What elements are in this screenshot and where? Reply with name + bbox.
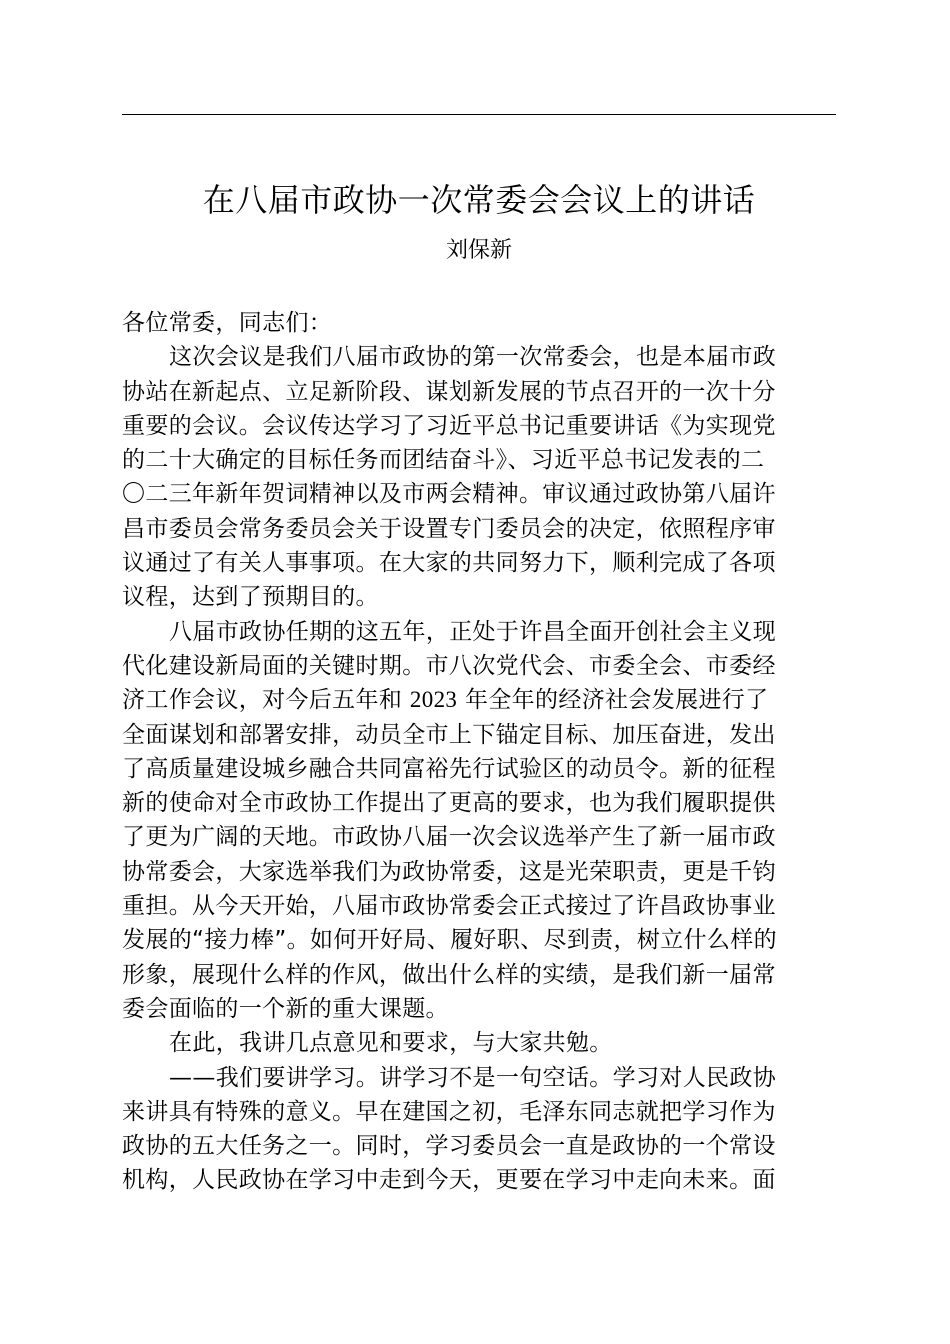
document-body <box>122 306 838 1198</box>
body-line: 重担。从今天开始，八届市政协常委会正式接过了许昌政协事业 <box>122 893 776 920</box>
body-line: 形象，展现什么样的作风，做出什么样的实绩，是我们新一届常 <box>122 961 776 988</box>
body-line: 这次会议是我们八届市政协的第一次常委会，也是本届市政 <box>169 344 777 371</box>
body-line: 的二十大确定的目标任务而团结奋斗》、习近平总书记发表的二 <box>122 447 765 474</box>
body-line: 发展的“接力棒”。如何开好局、履好职、尽到责，树立什么样的 <box>122 927 777 954</box>
body-line: 政协的五大任务之一。同时，学习委员会一直是政协的一个常设 <box>122 1133 776 1160</box>
document-author: 刘保新 <box>445 238 512 263</box>
body-line: 协常委会，大家选举我们为政协常委，这是光荣职责，更是千钧 <box>122 858 776 885</box>
body-line: 〇二三年新年贺词精神以及市两会精神。审议通过政协第八届许 <box>122 481 776 508</box>
body-line: ——我们要讲学习。讲学习不是一句空话。学习对人民政协 <box>169 1064 777 1091</box>
body-line: 全面谋划和部署安排，动员全市上下锚定目标、加压奋进，发出 <box>122 721 776 748</box>
body-line: 各位常委，同志们： <box>122 310 333 336</box>
body-line: 代化建设新局面的关键时期。市八次党代会、市委全会、市委经 <box>122 652 776 679</box>
body-line: 委会面临的一个新的重大课题。 <box>122 995 449 1022</box>
body-line: 济工作会议，对今后五年和 2023 年全年的经济社会发展进行了 <box>122 687 769 714</box>
body-line: 机构，人民政协在学习中走到今天，更要在学习中走向未来。面 <box>122 1167 776 1194</box>
body-line: 议通过了有关人事事项。在大家的共同努力下，顺利完成了各项 <box>122 550 776 577</box>
body-line: 了高质量建设城乡融合共同富裕先行试验区的动员令。新的征程 <box>122 755 776 782</box>
body-line: 来讲具有特殊的意义。早在建国之初，毛泽东同志就把学习作为 <box>122 1098 776 1125</box>
body-line: 协站在新起点、立足新阶段、谋划新发展的节点召开的一次十分 <box>122 378 776 405</box>
body-line: 新的使命对全市政协工作提出了更高的要求，也为我们履职提供 <box>122 790 776 817</box>
body-line: 重要的会议。会议传达学习了习近平总书记重要讲话《为实现党 <box>122 412 776 439</box>
body-line: 昌市委员会常务委员会关于设置专门委员会的决定，依照程序审 <box>122 515 776 542</box>
header-rule <box>122 114 836 115</box>
body-line: 了更为广阔的天地。市政协八届一次会议选举产生了新一届市政 <box>122 824 776 851</box>
body-line: 在此，我讲几点意见和要求，与大家共勉。 <box>169 1030 613 1057</box>
body-line: 八届市政协任期的这五年，正处于许昌全面开创社会主义现 <box>169 618 777 645</box>
document-title: 在八届市政协一次常委会会议上的讲话 <box>202 181 756 219</box>
body-line: 议程，达到了预期目的。 <box>122 584 379 611</box>
